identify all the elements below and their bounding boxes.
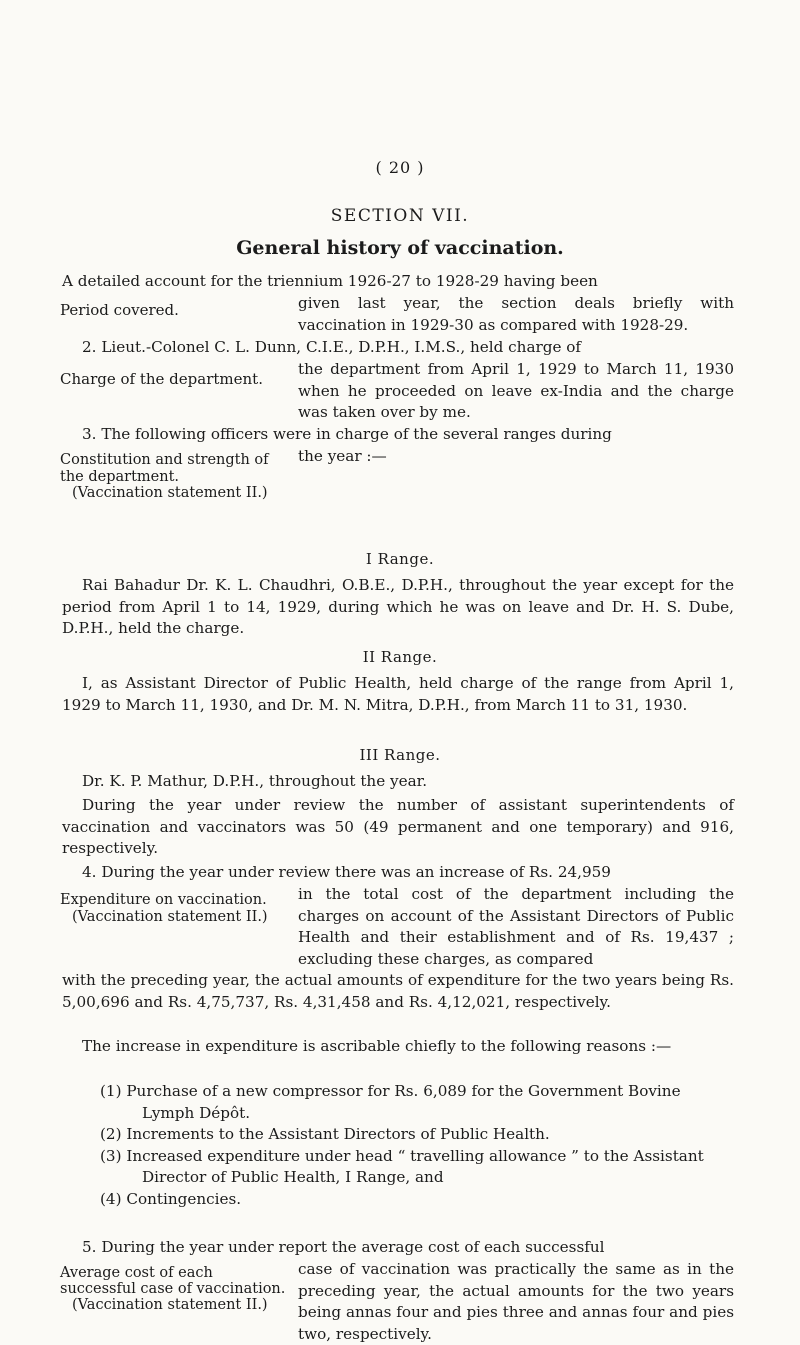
reasons-list: [100, 1081, 734, 1210]
margin-note-constitution-text: Constitution and strength of the department.: [60, 452, 269, 485]
para5-first-line: 5. During the year under report the average cost of each successful: [82, 1238, 605, 1256]
range-two-title: II Range.: [362, 648, 438, 666]
page-number: ( 20 ): [375, 158, 425, 177]
margin-note-period: Period covered.: [60, 301, 179, 319]
range-one-text: Rai Bahadur Dr. K. L. Chaudhri, O.B.E., D.P.H., throughout the year except for the period from April 1 to 14, 1929, during which he was on leave and Dr. H. S. Dube, D.P.H., held the charge.: [62, 576, 734, 637]
reason-item: (4) Contingencies.: [100, 1189, 242, 1208]
section-title: SECTION VII.: [330, 206, 470, 226]
para1-body: given last year, the section deals briefly with vaccination in 1929-30 as compared with 1928-29.: [298, 294, 734, 334]
range-three-title: III Range.: [359, 746, 441, 764]
para2-body: the department from April 1, 1929 to March 11, 1930 when he proceeded on leave ex-India and the charge was taken over by me.: [298, 360, 734, 421]
main-heading: General history of vaccination.: [236, 237, 564, 259]
reason-item: (3) Increased expenditure under head “ travelling allowance ” to the Assistant Director of Public Health, I Range, and: [100, 1146, 704, 1186]
margin-note-constitution: [60, 452, 290, 502]
para4-first-line: 4. During the year under review there was an increase of Rs. 24,959: [82, 863, 611, 881]
range-two-text: I, as Assistant Director of Public Health, held charge of the range from April 1, 1929 to March 11, 1930, and Dr. M. N. Mitra, D.P.H., from March 11 to 31, 1930.: [62, 674, 734, 714]
margin-note-charge: Charge of the department.: [60, 370, 263, 388]
margin-note-expenditure: [60, 892, 290, 925]
reason-item: (2) Increments to the Assistant Directors of Public Health.: [100, 1125, 550, 1143]
increase-paragraph: The increase in expenditure is ascribable chiefly to the following reasons :—: [82, 1037, 672, 1055]
reason-item: (1) Purchase of a new compressor for Rs. 6,089 for the Government Bovine Lymph Dépôt.: [100, 1082, 681, 1122]
margin-note-expenditure-ref: (Vaccination statement II.): [72, 908, 268, 925]
para1-first-line: A detailed account for the triennium 1926-27 to 1928-29 having been: [62, 272, 598, 290]
margin-note-expenditure-text: Expenditure on vaccination.: [60, 892, 267, 908]
range-three-text: Dr. K. P. Mathur, D.P.H., throughout the year.: [82, 772, 428, 790]
margin-note-average-text: Average cost of each successful case of vaccination.: [60, 1265, 286, 1297]
para4-body: with the preceding year, the actual amounts of expenditure for the two years being Rs. 5,00,696 and Rs. 4,75,737, Rs. 4,31,458 and Rs. 4,12,021, respectively.: [62, 971, 734, 1011]
margin-note-average-ref: (Vaccination statement II.): [72, 1297, 268, 1313]
margin-note-average: [60, 1265, 290, 1313]
margin-note-constitution-ref: (Vaccination statement II.): [72, 485, 268, 501]
para4-right-column: in the total cost of the department including the charges on account of the Assistant Directors of Public Health and their establishment and of Rs. 19,437 ; excluding these charges, as compared: [298, 885, 734, 968]
superintendents-paragraph: During the year under review the number of assistant superintendents of vaccination and vaccinators was 50 (49 permanent and one temporary) and 916, respectively.: [62, 796, 734, 857]
para2-first-line: 2. Lieut.-Colonel C. L. Dunn, C.I.E., D.P.H., I.M.S., held charge of: [82, 338, 582, 356]
para3-body: the year :—: [298, 447, 387, 465]
range-one-title: I Range.: [365, 550, 435, 568]
para3-first-line: 3. The following officers were in charge of the several ranges during: [82, 425, 612, 443]
para5-body: case of vaccination was practically the same as in the preceding year, the actual amounts for the two years being annas four and pies three and annas four and pies two, respectively.: [298, 1260, 734, 1343]
